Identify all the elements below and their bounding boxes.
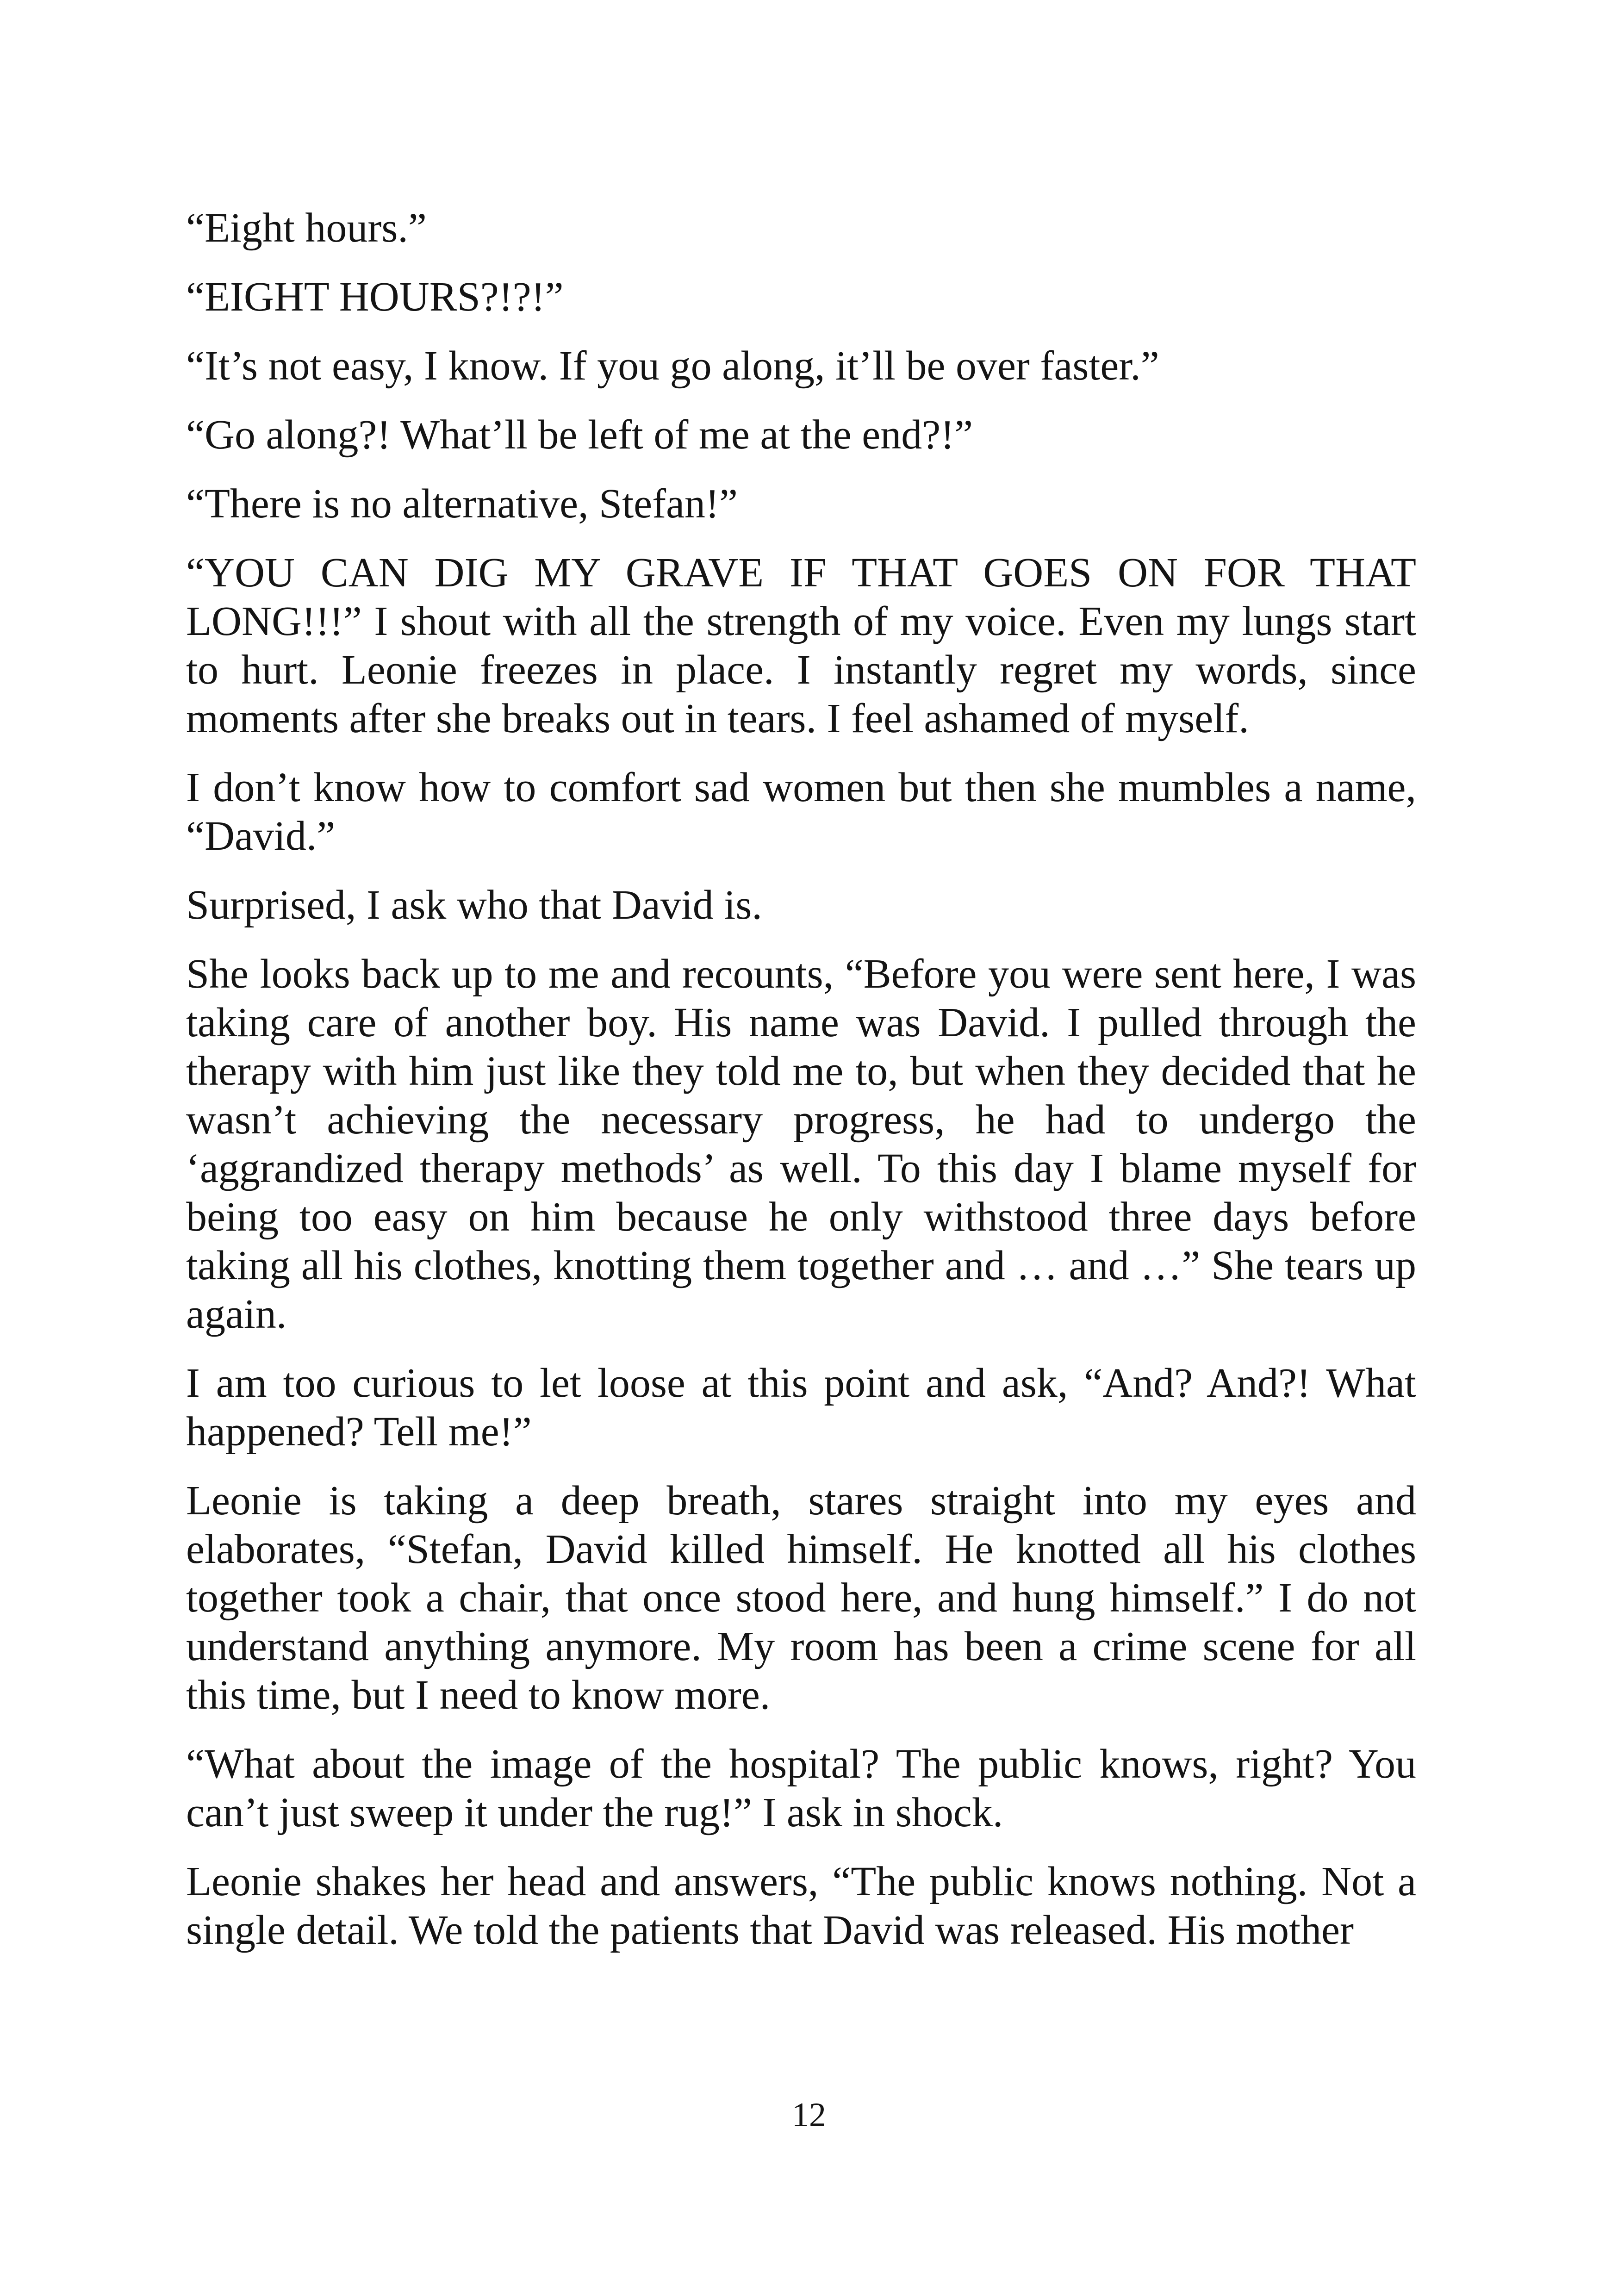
paragraph: Surprised, I ask who that David is.	[186, 882, 762, 928]
paragraph: “Go along?! What’ll be left of me at the end?!”	[186, 412, 973, 458]
paragraph: “Eight hours.”	[186, 205, 427, 251]
page-number: 12	[792, 2096, 826, 2134]
paragraph: “EIGHT HOURS?!?!”	[186, 274, 564, 320]
paragraph: “It’s not easy, I know. If you go along, it’ll be over faster.”	[186, 343, 1159, 389]
paragraph: I don’t know how to comfort sad women but then she mumbles a name, “David.”	[186, 765, 1416, 859]
paragraph: I am too curious to let loose at this point and ask, “And? And?! What happened? Tell me!”	[186, 1360, 1416, 1455]
paragraph: Leonie shakes her head and answers, “The public knows nothing. Not a single detail. We told the patients that David was released. His mother	[186, 1859, 1416, 1953]
page-body-text	[186, 204, 1416, 1975]
paragraph: “YOU CAN DIG MY GRAVE IF THAT GOES ON FOR THAT LONG!!!” I shout with all the strength of my voice. Even my lungs start to hurt. Leonie freezes in place. I instantly regret my words, since moments after she breaks out in tears. I feel ashamed of myself.	[186, 550, 1416, 741]
paragraph: “What about the image of the hospital? The public knows, right? You can’t just sweep it under the rug!” I ask in shock.	[186, 1741, 1416, 1836]
paragraph: Leonie is taking a deep breath, stares straight into my eyes and elaborates, “Stefan, David killed himself. He knotted all his clothes together took a chair, that once stood here, and hung himself.” I do not understand anything anymore. My room has been a crime scene for all this time, but I need to know more.	[186, 1478, 1416, 1718]
paragraph: “There is no alternative, Stefan!”	[186, 481, 738, 527]
paragraph: She looks back up to me and recounts, “Before you were sent here, I was taking care of another boy. His name was David. I pulled through the therapy with him just like they told me to, but when they decided that he wasn’t achieving the necessary progress, he had to undergo the ‘aggrandized therapy methods’ as well. To this day I blame myself for being too easy on him because he only withstood three days before taking all his clothes, knotting them together and … and …” She tears up again.	[186, 951, 1416, 1337]
